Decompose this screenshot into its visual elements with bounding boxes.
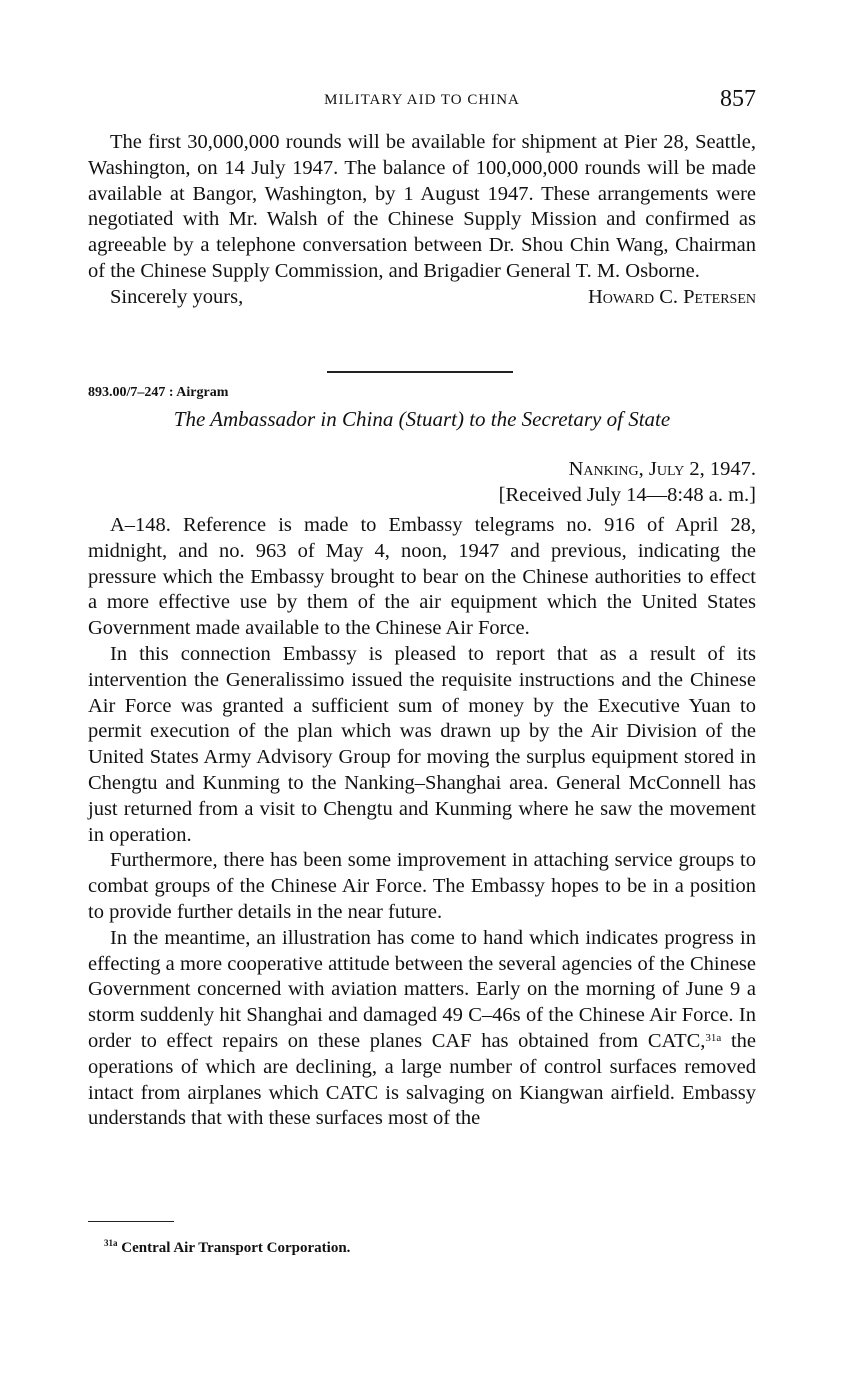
footnote-reference: 31a <box>705 1031 722 1044</box>
letter-paragraph: The first 30,000,000 rounds will be available for shipment at Pier 28, Seattle, Washington, on 14 July 1947. The balance of 100,000,000 rounds will be made available at Bangor, Washington, by 1 August 1947. These arrangements were negotiated with Mr. Walsh of the Chinese Supply Mission and confirmed as agreeable by a telephone conversation between Dr. Shou Chin Wang, Chairman of the Chinese Supply Commission, and Brigadier General T. M. Osborne. <box>88 131 756 282</box>
paragraph-text-after-ref: the operations of which are declining, a large number of control surfaces removed intact from airplanes which CATC is salvaging on Kiangwan airfield. Embassy understands that with these surfaces most of the <box>88 1029 756 1130</box>
document-title <box>88 407 756 432</box>
footnote-marker: 31a <box>104 1238 118 1248</box>
paragraph-text-before-ref: In the meantime, an illustration has come to hand which indicates progress in effecting a more cooperative attitude between the several agencies of the Chinese Government concerned with aviation matters. Early on the morning of June 9 a storm suddenly hit Shanghai and damaged 49 C–46s of the Chinese Air Force. In order to effect repairs on these planes CAF has obtained from CATC, <box>88 926 756 1052</box>
closing: Sincerely yours, <box>110 285 244 308</box>
file-reference: 893.00/7–247 : Airgram <box>88 385 229 400</box>
body-paragraph: A–148. Reference is made to Embassy telegrams no. 916 of April 28, midnight, and no. 963 of May 4, noon, 1947 and previous, indicating the pressure which the Embassy brought to bear on the Chinese authorities to effect a more effective use by them of the air equipment which the United States Government made available to the Chinese Air Force. <box>88 514 756 640</box>
title-pre: The Ambassador in China ( <box>173 407 406 431</box>
section-divider <box>327 371 513 373</box>
body-paragraph-last <box>88 926 756 1132</box>
title-post: ) to the Secretary of State <box>456 407 671 431</box>
dateline-block <box>499 456 756 508</box>
letter-end <box>88 130 756 311</box>
title-name: Stuart <box>405 407 457 431</box>
body-paragraph: Furthermore, there has been some improvement in attaching service groups to combat groups of the Chinese Air Force. The Embassy hopes to be in a position to provide further details in the near future. <box>88 849 756 923</box>
closing-line <box>88 285 756 311</box>
airgram-body <box>88 513 756 1132</box>
body-paragraph: In this connection Embassy is pleased to report that as a result of its intervention the Generalissimo issued the requisite instructions and the Chinese Air Force was granted a sufficient sum of money by the Executive Yuan to permit execution of the plan which was drawn up by the Air Division of the United States Army Advisory Group for moving the surplus equipment stored in Chengtu and Kunming to the Nanking–Shanghai area. General McConnell has just returned from a visit to Chengtu and Kunming where he saw the movement in operation. <box>88 642 756 846</box>
received-line: [Received July 14—8:48 a. m.] <box>498 484 756 506</box>
running-title: MILITARY AID TO CHINA <box>324 92 520 108</box>
footnote-text: Central Air Transport Corporation. <box>121 1240 351 1256</box>
footnote <box>104 1238 350 1257</box>
footnote-divider <box>88 1221 174 1222</box>
signature: Howard C. Petersen <box>587 285 756 308</box>
dateline: Nanking, July 2, 1947. <box>568 458 756 480</box>
running-header <box>88 86 756 116</box>
page-number: 857 <box>720 86 756 112</box>
